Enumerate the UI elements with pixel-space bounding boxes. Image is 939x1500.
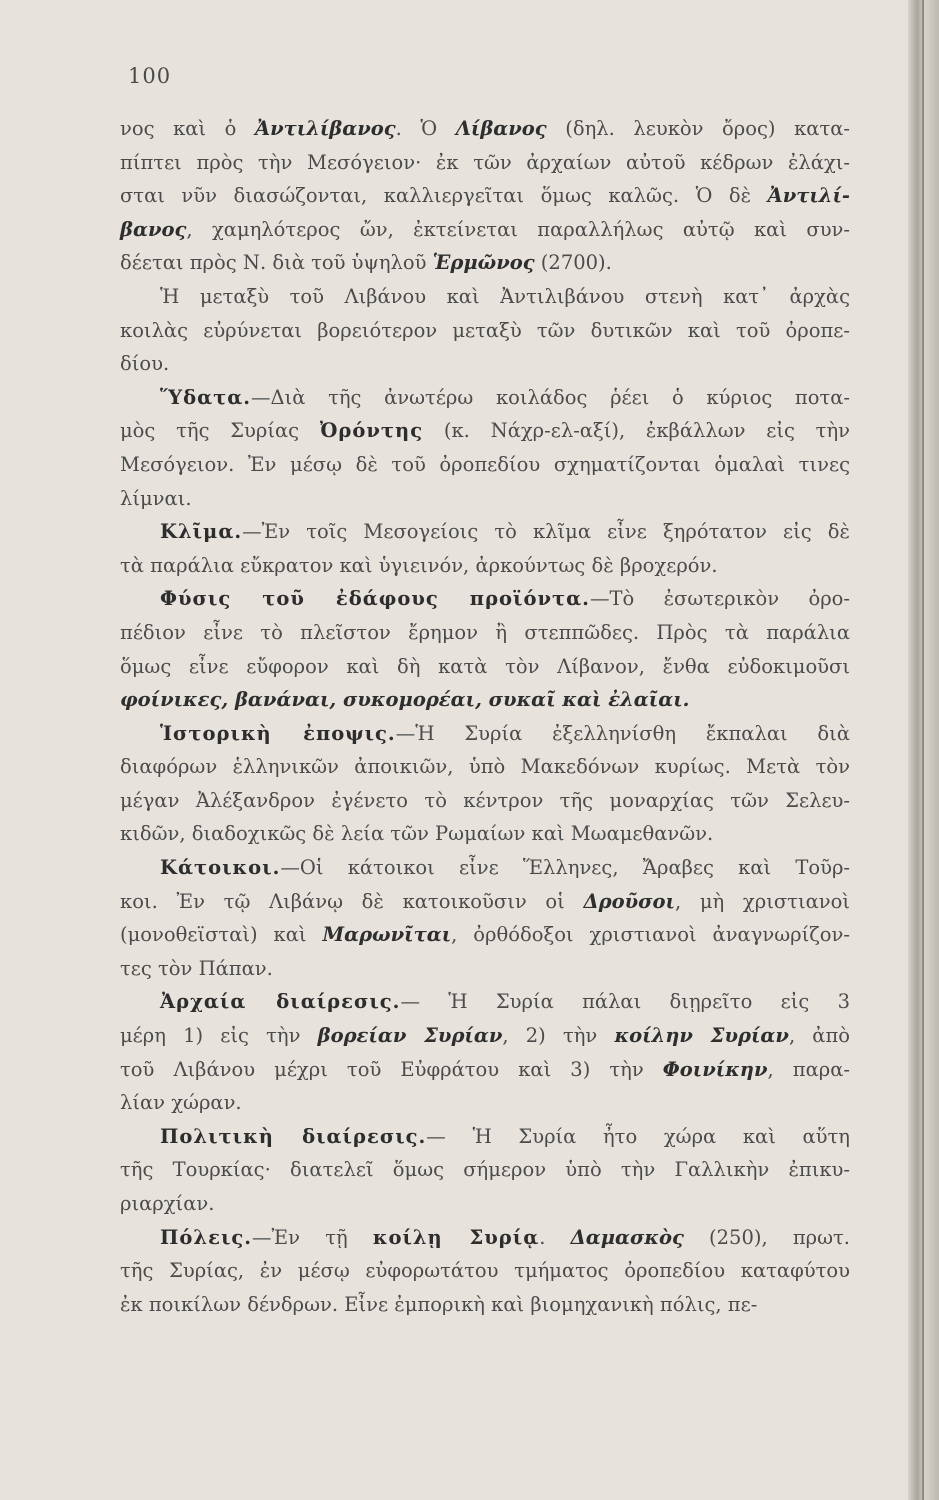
text-line xyxy=(120,1221,850,1255)
emphasized-term: Ἑρμῶνος xyxy=(432,251,535,275)
emphasized-term: Ἀντιλίβανος xyxy=(254,117,396,140)
text-run: σται νῦν διασώζονται, καλλιεργεῖται ὅμως καλῶς. Ὁ δὲ xyxy=(120,184,768,208)
text-run: —Τὸ ἐσωτερικὸν ὀρο- xyxy=(589,587,851,611)
text-line xyxy=(120,817,850,851)
section-heading: Ἀρχαία διαίρεσις. xyxy=(160,990,401,1014)
text-run: κοιλὰς εὐρύνεται βορειότερον μεταξὺ τῶν δυτικῶν καὶ τοῦ ὀροπε- xyxy=(120,318,850,342)
emphasized-term: φοίνικες, βανάναι, συκομορέαι, συκαῖ καὶ ἐλαῖαι. xyxy=(120,688,690,712)
text-run: ὅμως εἶνε εὔφορον καὶ δὴ κατὰ τὸν Λίβανον, ἔνθα εὐδοκιμοῦσι xyxy=(120,654,850,678)
text-run: λίμναι. xyxy=(120,486,192,510)
text-run: (κ. Νάχρ-ελ-αξί), ἐκβάλλων εἰς τὴν xyxy=(423,419,850,443)
text-run: δέεται πρὸς Ν. διὰ τοῦ ὑψηλοῦ xyxy=(120,251,433,275)
text-line xyxy=(120,112,850,146)
text-line xyxy=(120,381,850,415)
text-run: νος καὶ ὁ xyxy=(120,117,255,140)
section-heading: Κάτοικοι. xyxy=(160,856,281,880)
emphasized-term: Μαρωνῖται xyxy=(322,923,452,947)
text-line xyxy=(120,146,850,180)
emphasized-term: Λίβανος xyxy=(455,117,547,140)
text-line xyxy=(120,918,850,952)
text-run: —Διὰ τῆς ἀνωτέρω κοιλάδος ῥέει ὁ κύριος ποτα- xyxy=(251,385,850,409)
text-run: μὸς τῆς Συρίας xyxy=(120,419,320,443)
text-run: Ἡ μεταξὺ τοῦ Λιβάνου καὶ Ἀντιλιβάνου στενὴ κατ᾽ ἀρχὰς xyxy=(160,284,850,308)
page-edge-line xyxy=(922,0,924,1500)
text-run: , 2) τὴν xyxy=(502,1024,615,1048)
text-line xyxy=(120,885,850,919)
text-run: (δηλ. λευκὸν ὄρος) κατα- xyxy=(546,117,850,140)
text-line xyxy=(120,650,850,684)
text-run: τὰ παράλια εὔκρατον καὶ ὑγιεινόν, ἀρκούντως δὲ βροχερόν. xyxy=(120,553,718,577)
text-line xyxy=(120,549,850,583)
text-run: τῆς Τουρκίας· διατελεῖ ὅμως σήμερον ὑπὸ τὴν Γαλλικὴν ἐπικυ- xyxy=(120,1158,850,1182)
text-line xyxy=(120,515,850,549)
text-run: , ἀπὸ xyxy=(788,1024,851,1048)
section-heading: κοίλῃ Συρίᾳ xyxy=(372,1225,540,1249)
text-run: , ὀρθόδοξοι χριστιανοὶ ἀναγνωρίζον- xyxy=(451,923,850,947)
emphasized-term: Ἀντιλί- xyxy=(767,184,850,208)
text-run: , χαμηλότερος ὤν, ἐκτείνεται παραλλήλως αὐτῷ καὶ συν- xyxy=(186,217,850,241)
section-heading: Ὕδατα. xyxy=(160,385,252,409)
text-run: διαφόρων ἑλληνικῶν ἀποικιῶν, ὑπὸ Μακεδόνων κυρίως. Μετὰ τὸν xyxy=(120,755,850,779)
section-heading: Ἱστορικὴ ἐποψις. xyxy=(160,721,396,745)
body-text xyxy=(120,112,850,1321)
text-line xyxy=(120,582,850,616)
text-run: — Ἡ Συρία ἦτο χώρα καὶ αὕτη xyxy=(426,1124,850,1148)
emphasized-term: Δροῦσοι xyxy=(583,889,675,913)
text-line xyxy=(120,1053,850,1087)
text-run: —Οἱ κάτοικοι εἶνε Ἕλληνες, Ἄραβες καὶ Τοῦρ- xyxy=(280,856,850,880)
text-line xyxy=(120,1153,850,1187)
text-run: μέγαν Ἀλέξανδρον ἐγένετο τὸ κέντρον τῆς μοναρχίας τῶν Σελευ- xyxy=(120,788,850,812)
text-run: —Ἡ Συρία ἐξελληνίσθη ἔκπαλαι διὰ xyxy=(395,721,850,745)
text-line xyxy=(120,750,850,784)
text-line xyxy=(120,784,850,818)
text-run: τοῦ Λιβάνου μέχρι τοῦ Εὐφράτου καὶ 3) τὴν xyxy=(120,1057,663,1081)
text-line xyxy=(120,414,850,448)
text-run: ριαρχίαν. xyxy=(120,1192,215,1215)
section-heading: Ὀρόντης xyxy=(319,419,424,443)
text-run: Μεσόγειον. Ἐν μέσῳ δὲ τοῦ ὀροπεδίου σχηματίζονται ὁμαλαὶ τινες xyxy=(120,452,850,476)
text-line xyxy=(120,952,850,986)
text-line xyxy=(120,985,850,1019)
text-line xyxy=(120,1254,850,1288)
text-run: ἐκ ποικίλων δένδρων. Εἶνε ἐμπορικὴ καὶ βιομηχανικὴ πόλις, πε- xyxy=(120,1292,758,1316)
text-line xyxy=(120,482,850,516)
text-run: μέρη 1) εἰς τὴν xyxy=(120,1024,318,1048)
text-run: — Ἡ Συρία πάλαι διῃρεῖτο εἰς 3 xyxy=(400,990,850,1014)
section-heading: Πόλεις. xyxy=(160,1225,253,1249)
section-heading: Φύσις τοῦ ἐδάφους προϊόντα. xyxy=(160,587,590,611)
emphasized-term: Φοινίκην xyxy=(662,1057,768,1081)
text-run: κιδῶν, διαδοχικῶς δὲ λεία τῶν Ρωμαίων καὶ Μωαμεθανῶν. xyxy=(120,822,714,846)
text-run: , μὴ χριστιανοὶ xyxy=(674,889,851,913)
text-run: λίαν χώραν. xyxy=(120,1091,242,1115)
text-line xyxy=(120,1019,850,1053)
text-line xyxy=(120,280,850,314)
text-line xyxy=(120,448,850,482)
page-number: 100 xyxy=(128,64,172,88)
text-run: πέδιον εἶνε τὸ πλεῖστον ἔρημον ἢ στεππῶδες. Πρὸς τὰ παράλια xyxy=(120,620,850,644)
text-run: τες τὸν Πάπαν. xyxy=(120,956,273,980)
text-line xyxy=(120,683,850,717)
text-run: δίου. xyxy=(120,352,170,376)
text-run: (μονοθεϊσταὶ) καὶ xyxy=(120,923,323,947)
emphasized-term: Δαμασκὸς xyxy=(570,1225,684,1249)
emphasized-term: βανος xyxy=(120,217,187,241)
section-heading: Πολιτικὴ διαίρεσις. xyxy=(160,1124,427,1148)
text-line xyxy=(120,179,850,213)
text-line xyxy=(120,347,850,381)
text-run: κοι. Ἐν τῷ Λιβάνῳ δὲ κατοικοῦσιν οἱ xyxy=(120,889,584,913)
section-heading: Κλῖμα. xyxy=(160,520,243,544)
emphasized-term: κοίλην Συρίαν xyxy=(614,1024,789,1048)
text-run: —Ἐν τοῖς Μεσογείοις τὸ κλῖμα εἶνε ξηρότατον εἰς δὲ xyxy=(242,520,850,544)
text-line xyxy=(120,1086,850,1120)
text-run: . xyxy=(539,1225,571,1249)
text-run: (2700). xyxy=(534,251,612,275)
text-run: . Ὁ xyxy=(395,117,456,140)
text-line xyxy=(120,851,850,885)
text-line xyxy=(120,1288,850,1322)
text-line xyxy=(120,213,850,247)
text-line xyxy=(120,1187,850,1221)
text-line xyxy=(120,1120,850,1154)
emphasized-term: βορείαν Συρίαν xyxy=(317,1024,503,1048)
text-line xyxy=(120,246,850,280)
text-run: , παρα- xyxy=(767,1057,850,1081)
text-line xyxy=(120,314,850,348)
text-run: (250), πρωτ. xyxy=(683,1225,850,1249)
text-run: πίπτει πρὸς τὴν Μεσόγειον· ἐκ τῶν ἀρχαίων αὐτοῦ κέδρων ἐλάχι- xyxy=(120,150,850,174)
text-line xyxy=(120,717,850,751)
text-run: τῆς Συρίας, ἐν μέσῳ εὐφορωτάτου τμήματος ὀροπεδίου καταφύτου xyxy=(120,1259,850,1283)
text-line xyxy=(120,616,850,650)
text-run: —Ἐν τῇ xyxy=(252,1225,373,1249)
